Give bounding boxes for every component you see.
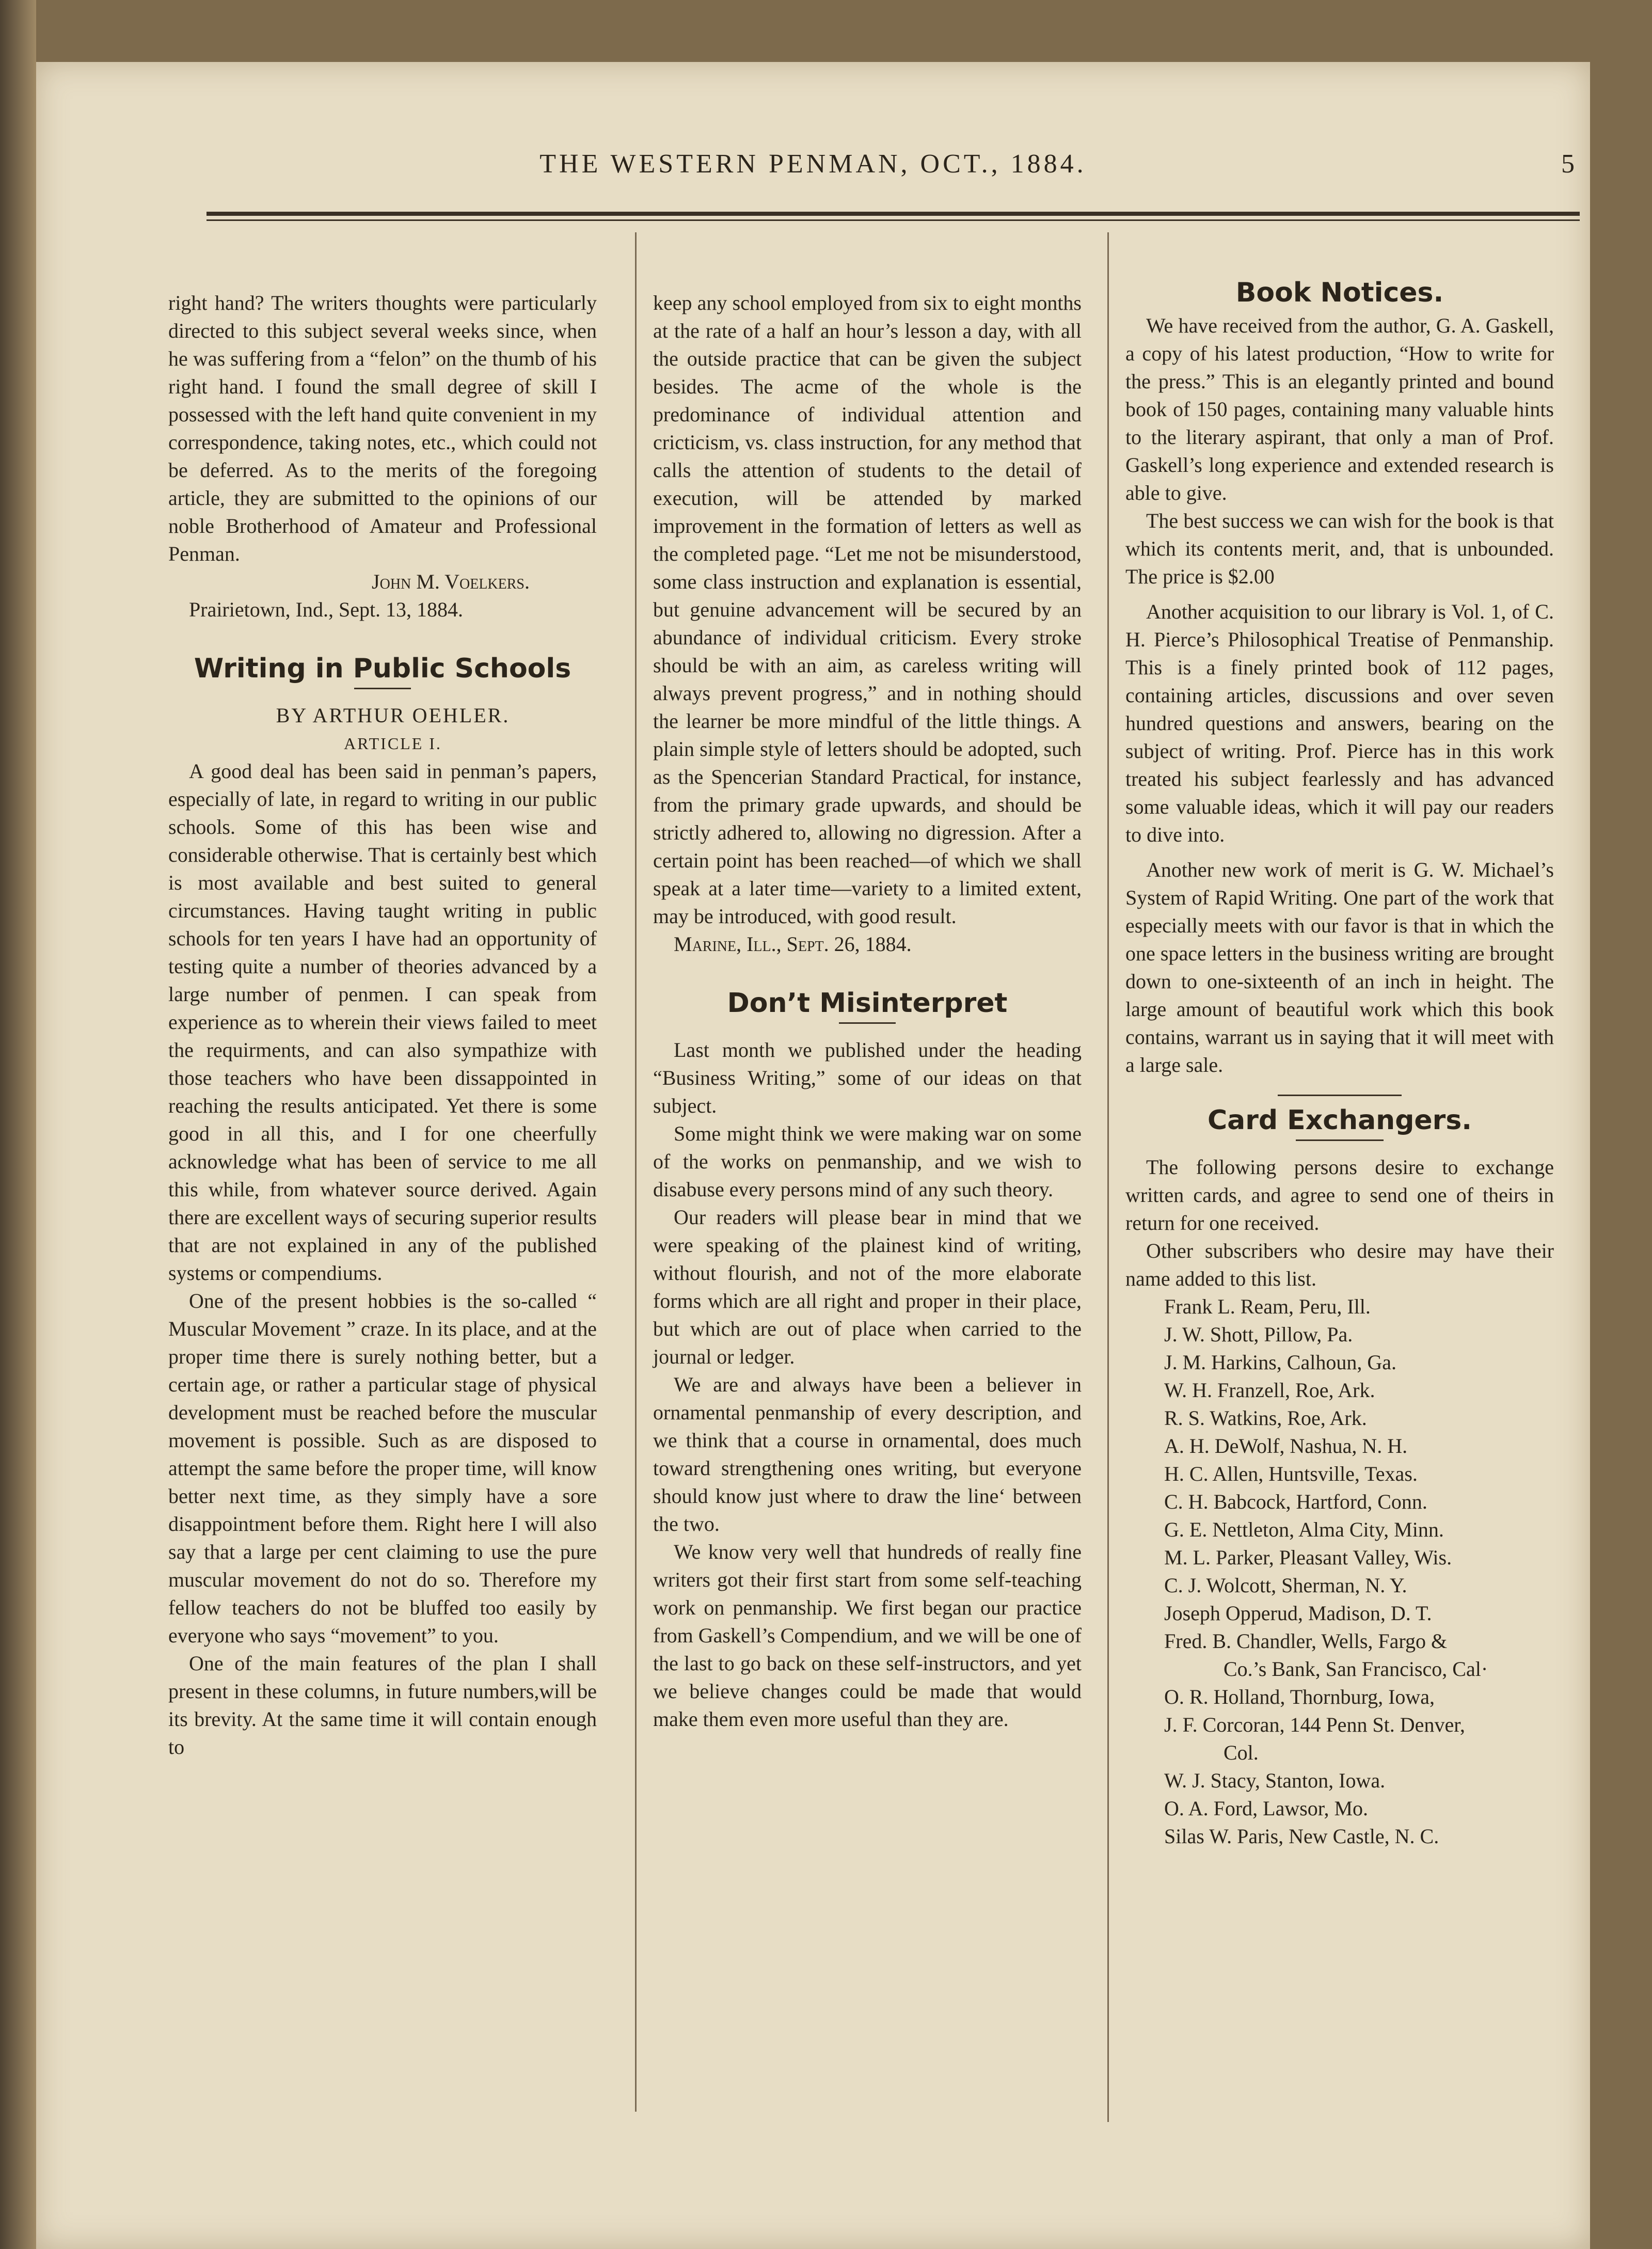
list-item: C. H. Babcock, Hartford, Conn. — [1164, 1490, 1427, 1513]
section-rule — [1278, 1095, 1402, 1096]
binding-edge — [0, 0, 36, 2249]
article-paragraph: One of the present hobbies is the so-called “ Muscular Movement ” craze. In its place, and at the proper time there is surely nothing better, but a certain age, or rather a particular stage of physical development must be reached before the muscular movement is possible. Such as are disposed to attempt the same before the proper time, will know better next time, as they simply have a sore disappointment before them. Right here I will also say that a large per cent claiming to use the pure muscular movement do not do so. Therefore my fellow teachers do not be bluffed too easily by everyone who says “movement” to you. — [168, 1289, 597, 1647]
column-3 — [1125, 279, 1554, 1850]
card-paragraph: The following persons desire to exchange written cards, and agree to send one of theirs in return for one received. — [1125, 1155, 1554, 1234]
column-divider — [635, 232, 637, 2112]
article-heading: Writing in Public Schools — [194, 653, 571, 684]
article-paragraph: We know very well that hundreds of really fine writers got their first start from some self-teaching work on penmanship. We first began our practice from Gaskell’s Compendium, and we will be one of the last to go back on these self-instructors, and yet we believe changes could be made that would make them even more useful than they are. — [653, 1540, 1082, 1731]
book-paragraph: Another acquisition to our library is Vol. 1, of C. H. Pierce’s Philosophical Treatise of Penmanship. This is a finely printed book of 112 pages, containing articles, discussions and over seven hundred questions and answers, bearing on the subject of writing. Prof. Pierce has in this work treated his subject fearlessly and has advanced some valuable ideas, which it will pay our readers to dive into. — [1125, 600, 1554, 846]
article-paragraph: Our readers will please bear in mind that we were speaking of the plainest kind of writing, without flourish, and not of the more elaborate forms which are all right and proper in their place, but which are out of place when carried to the journal or ledger. — [653, 1206, 1082, 1368]
heading-rule — [1296, 1139, 1384, 1141]
exchangers-list — [1125, 1293, 1554, 1850]
book-paragraph: We have received from the author, G. A. Gaskell, a copy of his latest production, “How to write for the press.” This is an elegantly printed and bound book of 150 pages, containing many valuable hints to the literary aspirant, that only a man of Prof. Gaskell’s long experience and extended research is able to give. — [1125, 314, 1554, 504]
place-date: Marine, Ill., Sept. 26, 1884. — [674, 932, 912, 956]
list-item: Co.’s Bank, San Francisco, Cal· — [1224, 1657, 1488, 1681]
list-item: M. L. Parker, Pleasant Valley, Wis. — [1164, 1546, 1452, 1569]
list-item: W. J. Stacy, Stanton, Iowa. — [1164, 1769, 1386, 1792]
column-2 — [653, 289, 1082, 1733]
continuation-paragraph: keep any school employed from six to eight months at the rate of a half an hour’s lesson a day, with all the outside practice that can be given the subject besides. The acme of the whole is the predominance of individual attention and cricticism, vs. class instruction, for any method that calls the attention of students to the detail of execution, will be attended by marked improvement in the formation of letters as well as the completed page. “Let me not be misunderstood, some class instruction and explanation is essential, but genuine advancement will be secured by an abundance of individual criticism. Every stroke should be with an aim, as careless writing will always prevent progress,” and in nothing should the learner be more mindful of the little things. A plain simple style of letters should be adopted, such as the Spencerian Standard Practical, for instance, from the primary grade upwards, and should be strictly adhered to, allowing no digression. After a certain point has been reached—of which we shall speak at a later time—variety to a limited extent, may be introduced, with good result. — [653, 291, 1082, 928]
page-header — [36, 149, 1590, 195]
book-paragraph: The best success we can wish for the book is that which its contents merit, and, that is unbounded. The price is $2.00 — [1125, 509, 1554, 588]
place-date: Prairietown, Ind., Sept. 13, 1884. — [189, 598, 464, 621]
list-item: C. J. Wolcott, Sherman, N. Y. — [1164, 1574, 1407, 1597]
column-divider — [1107, 232, 1109, 2122]
heading-rule — [354, 688, 411, 689]
article-paragraph: Last month we published under the heading “Business Writing,” some of our ideas on that subject. — [653, 1038, 1082, 1117]
list-item: J. W. Shott, Pillow, Pa. — [1164, 1323, 1353, 1346]
article-paragraph: One of the main features of the plan I shall present in these columns, in future numbers,will be its brevity. At the same time it will contain enough to — [168, 1652, 597, 1759]
signature: John M. Voelkers. — [372, 570, 530, 593]
book-notices-heading: Book Notices. — [1235, 277, 1444, 308]
list-item: Frank L. Ream, Peru, Ill. — [1164, 1295, 1371, 1318]
list-item: Col. — [1224, 1741, 1259, 1764]
list-item: O. R. Holland, Thornburg, Iowa, — [1164, 1685, 1435, 1708]
list-item: G. E. Nettleton, Alma City, Minn. — [1164, 1518, 1444, 1541]
list-item: W. H. Franzell, Roe, Ark. — [1164, 1379, 1375, 1402]
header-rule-thin — [206, 219, 1580, 221]
list-item: Fred. B. Chandler, Wells, Fargo & — [1164, 1629, 1448, 1653]
list-item: J. M. Harkins, Calhoun, Ga. — [1164, 1351, 1396, 1374]
running-title: THE WESTERN PENMAN, OCT., 1884. — [539, 149, 1087, 179]
list-item: H. C. Allen, Huntsville, Texas. — [1164, 1462, 1418, 1485]
list-item: Silas W. Paris, New Castle, N. C. — [1164, 1825, 1439, 1848]
continuation-paragraph: right hand? The writers thoughts were particularly directed to this subject several weeks since, when he was suffering from a “felon” on the thumb of his right hand. I found the small degree of skill I possessed with the left hand quite convenient in my correspondence, taking notes, etc., which could not be deferred. As to the merits of the foregoing article, they are submitted to the opinions of our noble Brotherhood of Amateur and Professional Penman. — [168, 291, 597, 565]
article-paragraph: We are and always have been a believer in ornamental penmanship of every description, and we think that a course in ornamental, does much toward strengthening ones writing, but everyone should know just where to draw the line‘ between the two. — [653, 1373, 1082, 1535]
article-number: ARTICLE I. — [344, 734, 442, 753]
article-paragraph: Some might think we were making war on some of the works on penmanship, and we wish to disabuse every persons mind of any such theory. — [653, 1122, 1082, 1201]
list-item: O. A. Ford, Lawsor, Mo. — [1164, 1797, 1369, 1820]
list-item: J. F. Corcoran, 144 Penn St. Denver, — [1164, 1713, 1465, 1736]
list-item: Joseph Opperud, Madison, D. T. — [1164, 1602, 1432, 1625]
book-paragraph: Another new work of merit is G. W. Michael’s System of Rapid Writing. One part of the work that especially meets with our favor is that in which the one space letters in the business writing are brought down to one-sixteenth of an inch in height. The large amount of beautiful work which this book contains, warrant us in saying that it will meet with a large sale. — [1125, 858, 1554, 1076]
heading-rule — [839, 1022, 896, 1024]
list-item: A. H. DeWolf, Nashua, N. H. — [1164, 1434, 1408, 1458]
card-paragraph: Other subscribers who desire may have their name added to this list. — [1125, 1239, 1554, 1290]
newspaper-page — [36, 62, 1590, 2249]
article-heading: Don’t Misinterpret — [727, 988, 1008, 1019]
card-exchangers-heading: Card Exchangers. — [1207, 1105, 1472, 1136]
article-paragraph: A good deal has been said in penman’s papers, especially of late, in regard to writing in our public schools. Some of this has been wise and considerable otherwise. That is certainly best which is most available and best suited to general circumstances. Having taught writing in public schools for ten years I have had an opportunity of testing quite a number of theories advanced by a large number of penmen. I can speak from experience as to wherein their views failed to meet the requirments, and can also sympathize with those teachers who have been dissappointed in reaching the results anticipated. Yet there is some good in all this, and I for one cheerfully acknowledge what has been of service to me all this while, from whatever source derived. Again there are excellent ways of securing superior results that are not explained in any of the published systems or compendiums. — [168, 759, 597, 1285]
header-rule — [206, 212, 1580, 216]
byline: BY ARTHUR OEHLER. — [276, 704, 510, 727]
page-number: 5 — [1561, 149, 1575, 179]
list-item: R. S. Watkins, Roe, Ark. — [1164, 1406, 1367, 1430]
column-1 — [168, 289, 597, 1761]
